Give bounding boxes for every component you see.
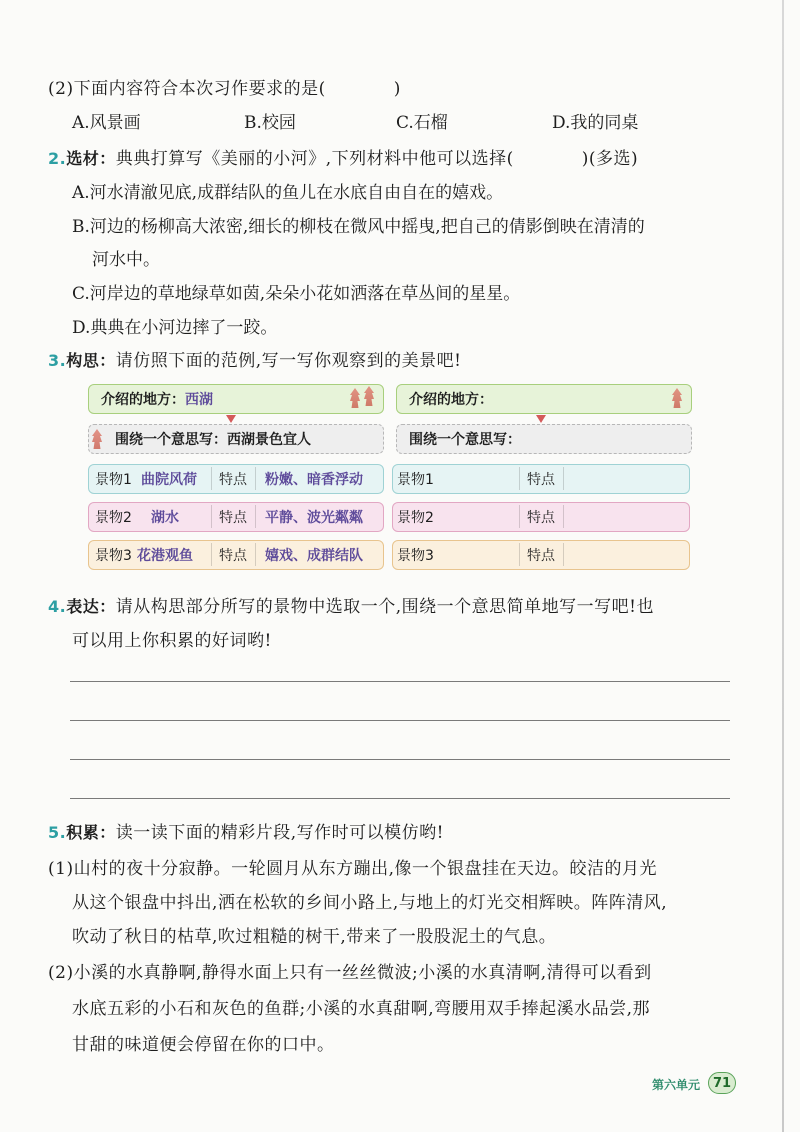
scene-text: 湖水 [151,509,179,526]
writing-line[interactable] [70,681,730,682]
left-place-box: 介绍的地方： 西湖 [88,384,384,414]
q5-p1-line2: 从这个银盘中抖出,洒在松软的乡间小路上,与地上的灯光交相辉映。阵阵清风, [72,893,668,913]
row-label: 景物3 [95,547,132,564]
feature-label: 特点 [219,471,247,488]
q2-option-b-cont: 河水中。 [92,250,160,270]
left-row-1 [88,464,384,494]
q5-p2-line3: 甘甜的味道便会停留在你的口中。 [72,1035,335,1055]
left-idea-box: 围绕一个意思写： 西湖景色宜人 [88,424,384,454]
feature-label: 特点 [527,547,555,564]
q2-option-b: B.河边的杨柳高大浓密,细长的柳枝在微风中摇曳,把自己的倩影倒映在清清的 [72,217,645,237]
scene-text: 曲院风荷 [141,471,197,488]
q1-part2-stem: (2)下面内容符合本次习作要求的是( ) [48,79,401,99]
left-row-3 [88,540,384,570]
feature-label: 特点 [219,509,247,526]
q5-p2-line2: 水底五彩的小石和灰色的鱼群;小溪的水真甜啊,弯腰用双手捧起溪水品尝,那 [72,999,651,1019]
right-idea-box: 围绕一个意思写： [396,424,692,454]
unit-label: 第六单元 [652,1078,701,1092]
right-place-box: 介绍的地方： [396,384,692,414]
q5-p1-line1: (1)山村的夜十分寂静。一轮圆月从东方蹦出,像一个银盘挂在天边。皎洁的月光 [48,859,657,879]
right-row-3 [392,540,690,570]
left-row-2 [88,502,384,532]
q1-option-c: C.石榴 [396,113,448,133]
right-row-2 [392,502,690,532]
scene-text: 花港观鱼 [137,547,193,564]
right-row-1 [392,464,690,494]
feature-label: 特点 [527,509,555,526]
writing-line[interactable] [70,798,730,799]
q2-option-a: A.河水清澈见底,成群结队的鱼儿在水底自由自在的嬉戏。 [72,183,504,203]
page-number: 71 [708,1072,736,1094]
q4-stem: 4.表达：请从构思部分所写的景物中选取一个,围绕一个意思简单地写一写吧!也 [48,597,654,617]
row-label: 景物3 [397,547,434,564]
feature-text: 粉嫩、暗香浮动 [265,471,363,488]
writing-line[interactable] [70,720,730,721]
row-label: 景物2 [95,509,132,526]
feature-label: 特点 [219,547,247,564]
q1-option-a: A.风景画 [72,113,141,133]
row-label: 景物1 [397,471,434,488]
q5-p1-line3: 吹动了秋日的枯草,吹过粗糙的树干,带来了一股股泥土的气息。 [72,927,557,947]
q2-option-d: D.典典在小河边摔了一跤。 [72,318,278,338]
q5-stem: 5.积累：读一读下面的精彩片段,写作时可以模仿哟! [48,823,444,843]
q1-option-d: D.我的同桌 [552,113,639,133]
row-label: 景物2 [397,509,434,526]
down-arrow-icon [226,415,236,423]
feature-text: 平静、波光粼粼 [265,509,363,526]
feature-label: 特点 [527,471,555,488]
q3-stem: 3.构思：请仿照下面的范例,写一写你观察到的美景吧! [48,351,462,371]
q5-p2-line1: (2)小溪的水真静啊,静得水面上只有一丝丝微波;小溪的水真清啊,清得可以看到 [48,963,652,983]
row-label: 景物1 [95,471,132,488]
writing-line[interactable] [70,759,730,760]
q2-stem: 2.选材：典典打算写《美丽的小河》,下列材料中他可以选择( )(多选) [48,149,639,169]
q1-option-b: B.校园 [244,113,296,133]
page-edge [782,0,784,1132]
feature-text: 嬉戏、成群结队 [265,547,363,564]
q2-option-c: C.河岸边的草地绿草如茵,朵朵小花如洒落在草丛间的星星。 [72,284,521,304]
down-arrow-icon [536,415,546,423]
q4-stem-cont: 可以用上你积累的好词哟! [72,631,272,651]
